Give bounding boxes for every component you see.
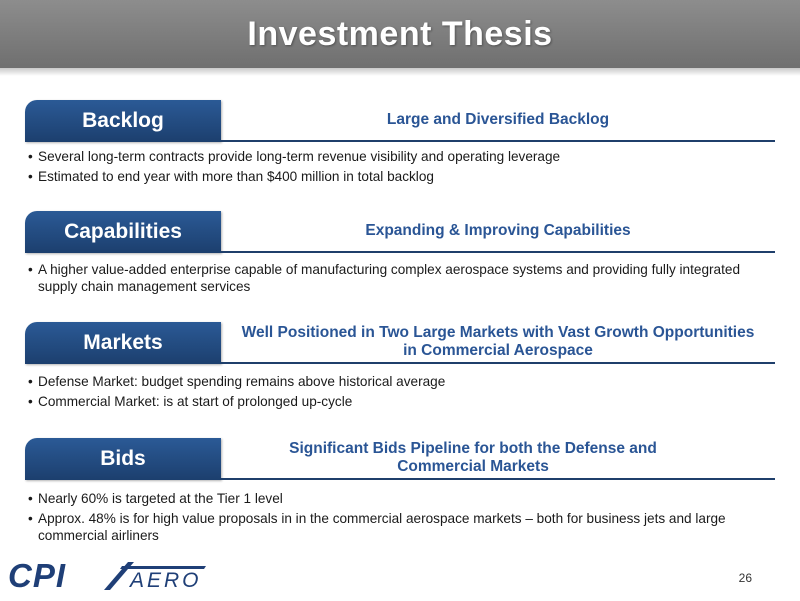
section-markets	[0, 322, 800, 409]
bullet-item: • A higher value-added enterprise capable of manufacturing complex aerospace systems and providing fully integrated supply chain management services	[28, 261, 770, 295]
bullet-item: • Commercial Market: is at start of prolonged up-cycle	[28, 393, 770, 410]
bullet-list	[28, 148, 770, 188]
bullet-item: • Estimated to end year with more than $400 million in total backlog	[28, 168, 770, 185]
section-divider	[221, 140, 775, 142]
title-bar-shadow	[0, 68, 800, 76]
cpi-aero-logo	[6, 556, 216, 601]
section-subtitle: Large and Diversified Backlog	[386, 111, 610, 128]
section-divider	[221, 251, 775, 253]
section-tab: Markets	[25, 322, 221, 364]
bullet-item: • Approx. 48% is for high value proposals in in the commercial aerospace markets – both for business jets and large commercial airliners	[28, 510, 770, 544]
section-subtitle: Expanding & Improving Capabilities	[365, 222, 631, 239]
section-capabilities	[0, 211, 800, 294]
logo-cpi-text: CPI	[8, 557, 67, 594]
section-subtitle: Well Positioned in Two Large Markets with Vast Growth Opportunities in Commercial Aerospace	[241, 324, 755, 359]
section-backlog	[0, 100, 800, 184]
section-divider	[221, 478, 775, 480]
page-number: 26	[738, 571, 752, 585]
section-tab: Bids	[25, 438, 221, 480]
section-bids	[0, 438, 800, 543]
section-subtitle: Significant Bids Pipeline for both the Defense and Commercial Markets	[289, 440, 657, 475]
bullet-item: • Defense Market: budget spending remains above historical average	[28, 373, 770, 390]
bullet-list	[28, 261, 770, 298]
section-tab: Backlog	[25, 100, 221, 142]
cpi-aero-logo-icon	[6, 556, 216, 596]
section-tab: Capabilities	[25, 211, 221, 253]
section-header	[0, 100, 800, 142]
bullet-item: • Several long-term contracts provide long-term revenue visibility and operating leverage	[28, 148, 770, 165]
bullet-list	[28, 373, 770, 413]
bullet-list	[28, 490, 770, 547]
section-header	[0, 438, 800, 480]
bullet-item: • Nearly 60% is targeted at the Tier 1 level	[28, 490, 770, 507]
section-divider	[221, 362, 775, 364]
title-bar	[0, 0, 800, 68]
section-header	[0, 322, 800, 364]
page-title: Investment Thesis	[247, 14, 553, 53]
section-header	[0, 211, 800, 253]
logo-aero-text: AERO	[130, 569, 202, 592]
